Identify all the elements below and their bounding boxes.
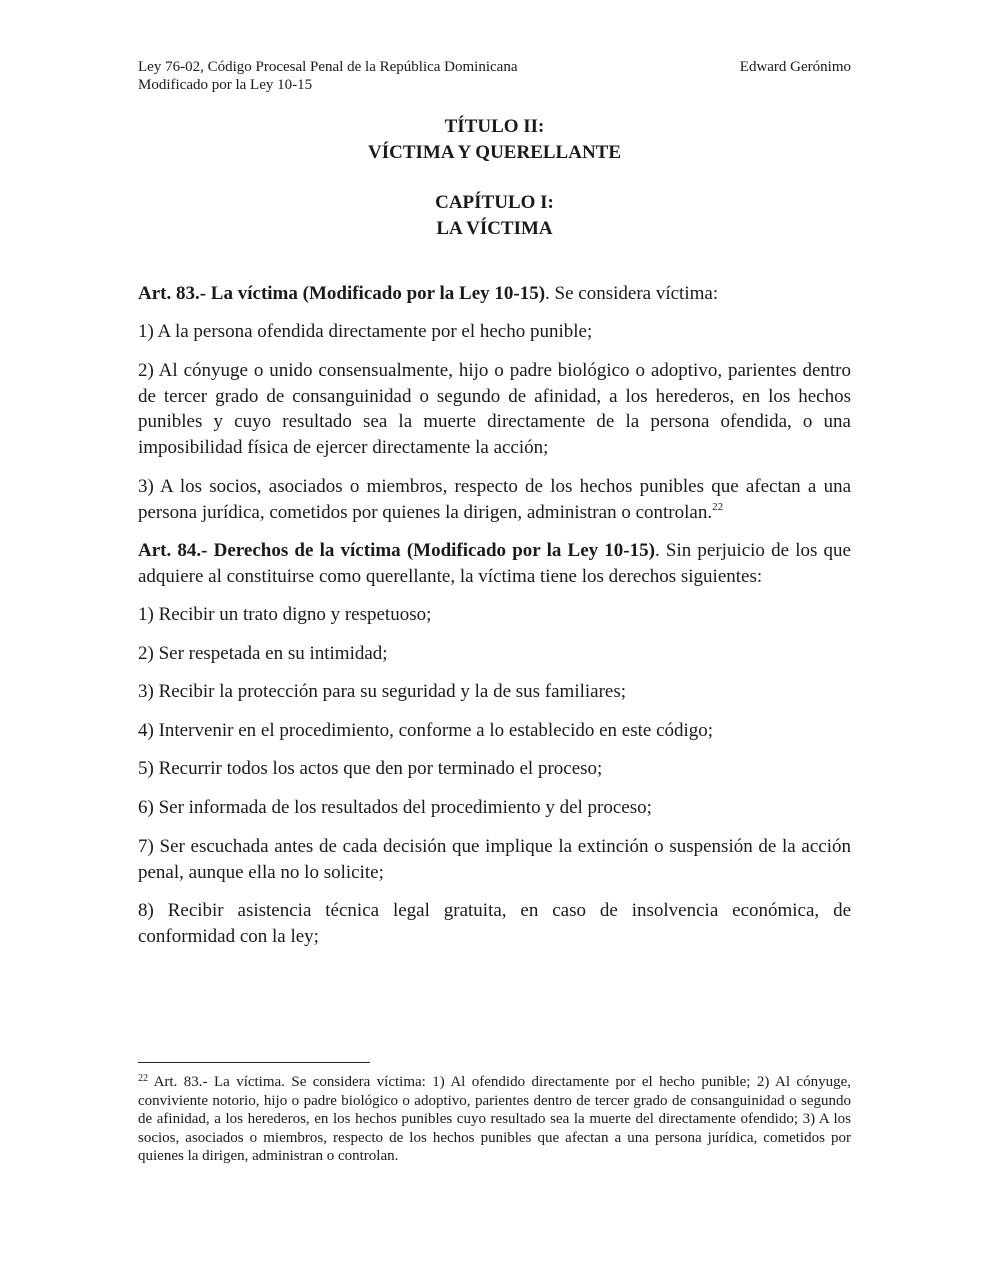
art-84-item-7 <box>138 834 851 885</box>
art-83-item-2 <box>138 358 851 460</box>
art-84-item-1 <box>138 602 851 628</box>
art-84-item-5-text: 5) Recurrir todos los actos que den por terminado el proceso; <box>138 758 603 779</box>
art-84-item-8-text: 8) Recibir asistencia técnica legal gratuita, en caso de insolvencia económica, de conformidad con la ley; <box>138 900 851 947</box>
art-83-item-3-text: 3) A los socios, asociados o miembros, respecto de los hechos punibles que afectan a una persona jurídica, cometidos por quienes la dirigen, administran o controlan. <box>138 476 851 523</box>
art-84-heading-paragraph <box>138 538 851 589</box>
footnote-number: 22 <box>138 1073 148 1084</box>
page-header <box>138 58 851 94</box>
title-line-2: VÍCTIMA Y QUERELLANTE <box>367 142 622 163</box>
art-84-item-4 <box>138 718 851 744</box>
chapter-line-1: CAPÍTULO I: <box>435 192 554 213</box>
art-83-item-1-text: 1) A la persona ofendida directamente por el hecho punible; <box>138 321 593 342</box>
art-83-heading: Art. 83.- La víctima (Modificado por la Ley 10-15) <box>138 283 546 304</box>
art-84-item-4-text: 4) Intervenir en el procedimiento, conforme a lo establecido en este código; <box>138 720 714 741</box>
art-83-intro: . Se considera víctima: <box>545 283 719 304</box>
chapter-line-2: LA VÍCTIMA <box>436 218 553 239</box>
footnote-separator <box>138 1062 370 1063</box>
art-84-item-5 <box>138 756 851 782</box>
footnote-text: Art. 83.- La víctima. Se considera víctima: 1) Al ofendido directamente por el hecho punible; 2) Al cónyuge, conviviente notorio, hijo o padre biológico o adoptivo, parientes dentro de tercer grado de consanguinidad o segundo de afinidad, a los herederos, en los hechos punibles cuyo resultado sea la muerte del directamente ofendido; 3) A los socios, asociados o miembros, respecto de los hechos punibles que afectan a una persona jurídica, cometidos por quienes la dirigen, administran o controlan. <box>138 1074 851 1164</box>
art-84-item-2-text: 2) Ser respetada en su intimidad; <box>138 643 388 664</box>
art-84-item-6 <box>138 795 851 821</box>
art-84-item-7-text: 7) Ser escuchada antes de cada decisión que implique la extinción o suspensión de la acción penal, aunque ella no lo solicite; <box>138 836 851 883</box>
art-84-item-3-text: 3) Recibir la protección para su seguridad y la de sus familiares; <box>138 681 627 702</box>
art-84-intro: . Sin perjuicio de los que adquiere al constituirse como querellante, la víctima tiene los derechos siguientes: <box>138 540 851 587</box>
chapter-heading <box>138 190 851 242</box>
art-83-item-2-text: 2) Al cónyuge o unido consensualmente, hijo o padre biológico o adoptivo, parientes dentro de tercer grado de consanguinidad o segundo de afinidad, a los herederos, en los hechos punibles y cuyo resultado sea la muerte directamente de la persona ofendida, o una imposibilidad física de ejercer directamente la acción; <box>138 360 851 458</box>
art-84-item-6-text: 6) Ser informada de los resultados del procedimiento y del proceso; <box>138 797 652 818</box>
art-84-heading: Art. 84.- Derechos de la víctima (Modificado por la Ley 10-15) <box>138 540 655 561</box>
art-83-item-3 <box>138 474 851 525</box>
art-83-item-1 <box>138 319 851 345</box>
footnote <box>138 1073 851 1166</box>
title-heading <box>138 114 851 166</box>
title-line-1: TÍTULO II: <box>444 116 545 137</box>
header-modified: Modificado por la Ley 10-15 <box>138 77 313 93</box>
art-84-item-3 <box>138 679 851 705</box>
art-83-heading-paragraph <box>138 281 851 307</box>
footnote-ref[interactable]: 22 <box>712 500 724 513</box>
art-84-item-1-text: 1) Recibir un trato digno y respetuoso; <box>138 604 432 625</box>
art-84-item-8 <box>138 898 851 949</box>
header-author: Edward Gerónimo <box>739 59 851 75</box>
header-law-title: Ley 76-02, Código Procesal Penal de la República Dominicana <box>138 59 518 75</box>
art-84-item-2 <box>138 641 851 667</box>
